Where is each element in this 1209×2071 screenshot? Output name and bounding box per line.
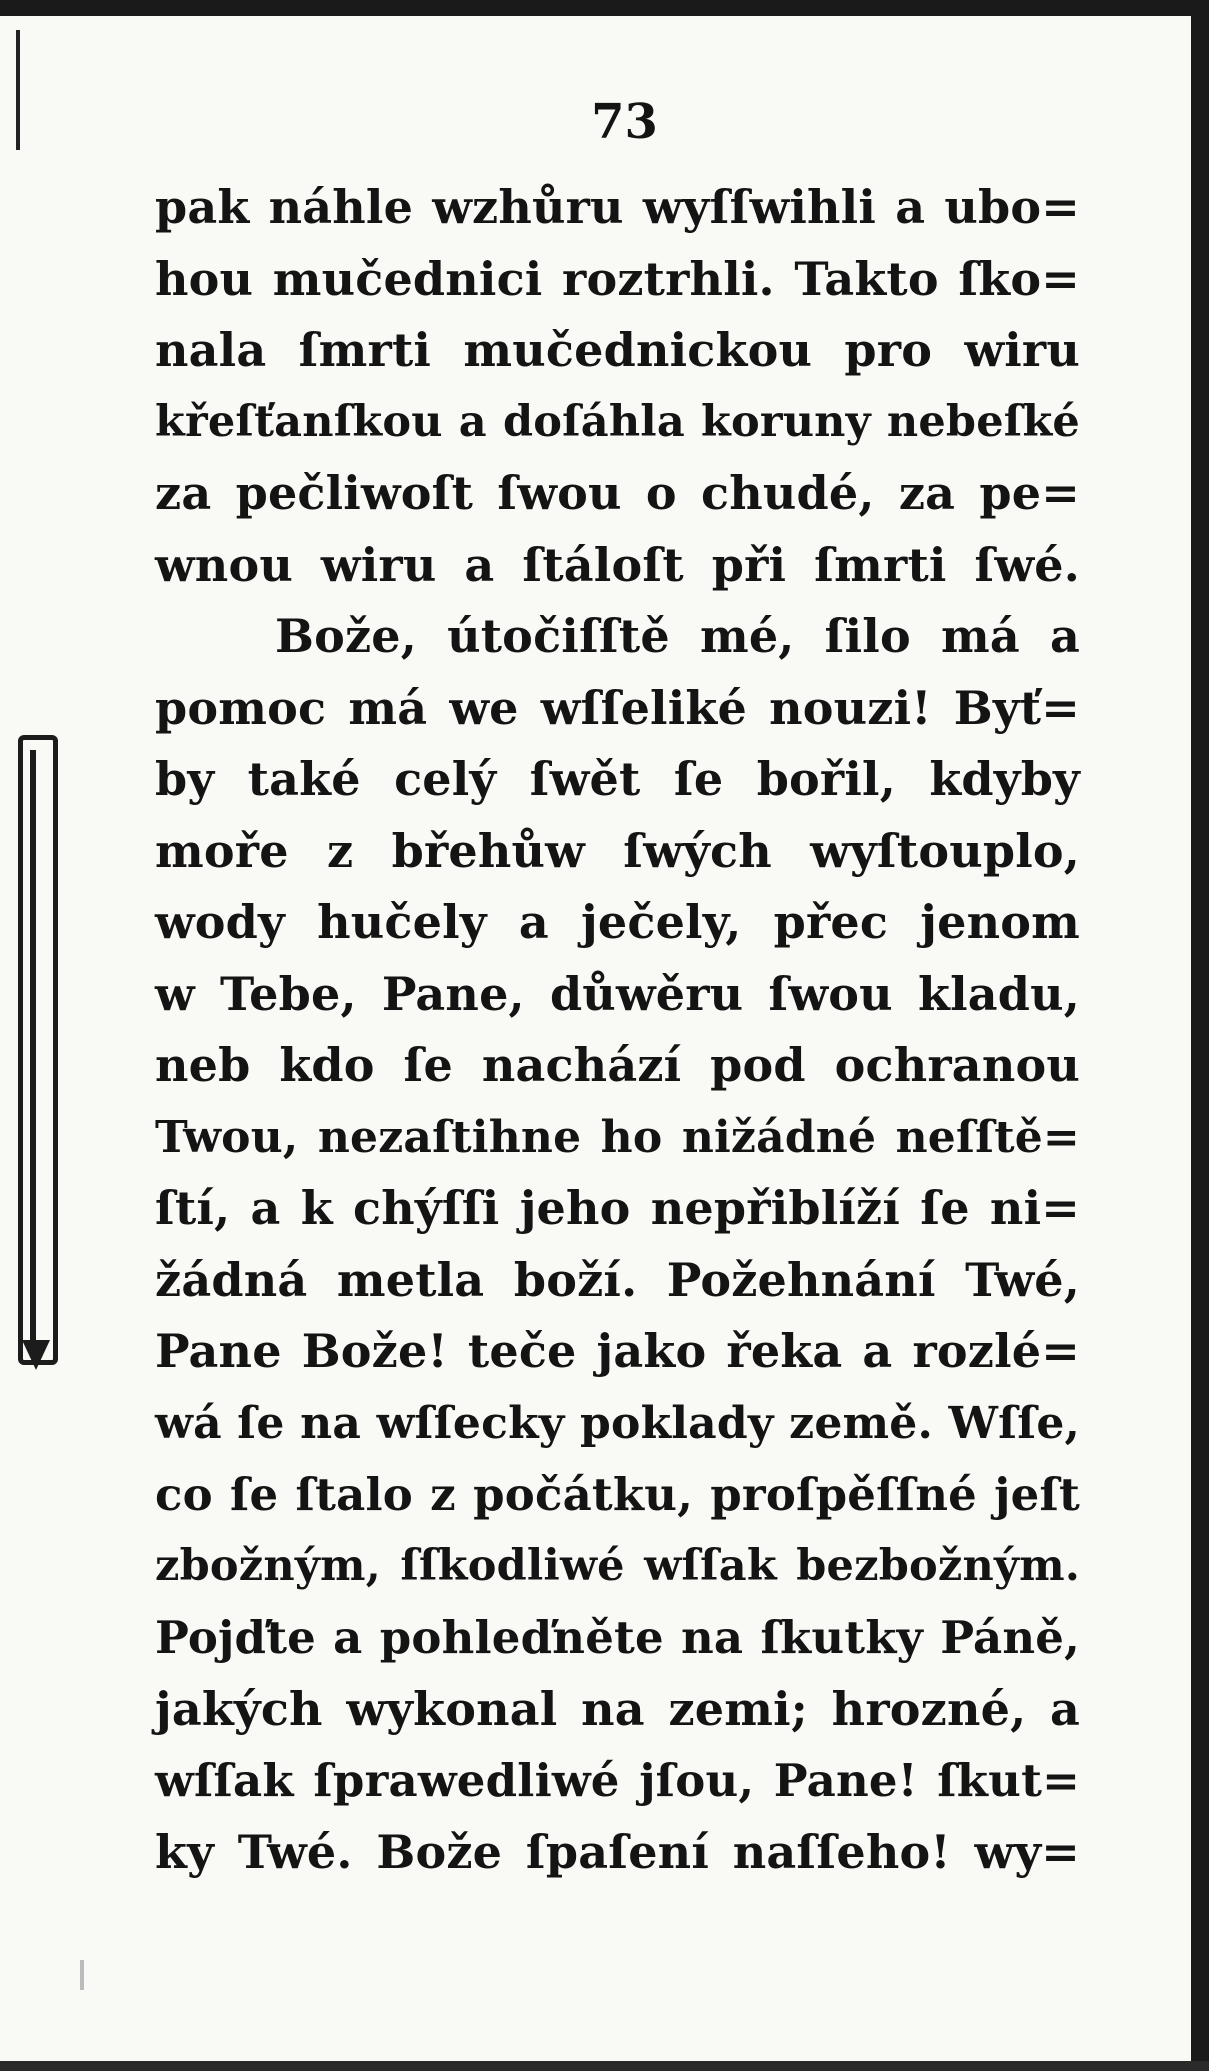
text-line: moře z břehůw ſwých wyſtouplo, <box>155 823 1080 878</box>
text-line: Pane Bože! teče jako řeka a rozlé= <box>155 1324 1080 1378</box>
text-line: wnou wiru a ſtáloſt při ſmrti ſwé. <box>155 537 1080 592</box>
text-line: neb kdo ſe nachází pod ochranou <box>155 1038 1080 1092</box>
text-line: Bože, útočiſſtě mé, ſilo má a <box>275 609 1080 663</box>
text-line: by také celý ſwět ſe bořil, kdyby <box>155 752 1080 806</box>
bookmark-ribbon <box>18 735 58 1365</box>
text-line: ſtí, a k chýſſi jeho nepřiblíží ſe ni= <box>155 1181 1080 1235</box>
text-line: pak náhle wzhůru wyſſwihli a ubo= <box>155 180 1080 234</box>
paper-speck <box>80 1960 84 1990</box>
text-line: žádná metla boží. Požehnání Twé, <box>155 1252 1080 1307</box>
scan-border-top <box>0 0 1209 16</box>
text-line: křeſťanſkou a doſáhla koruny nebeſké <box>155 396 1080 447</box>
text-line: co ſe ſtalo z počátku, proſpěſſné jeſt <box>155 1468 1080 1521</box>
text-line: za pečliwoſt ſwou o chudé, za pe= <box>155 466 1080 520</box>
text-line: wſſak ſprawedliwé jſou, Pane! ſkut= <box>155 1754 1080 1807</box>
text-line: pomoc má we wſſeliké nouzi! Byť= <box>155 680 1080 735</box>
text-line: zbožným, ſſkodliwé wſſak bezbožným. <box>155 1540 1080 1591</box>
bookmark-ribbon-core <box>30 750 36 1345</box>
text-line: Twou, nezaſtihne ho nižádné neſſtě= <box>155 1111 1080 1163</box>
text-line: nala ſmrti mučednickou pro wiru <box>155 323 1080 377</box>
scan-border-right <box>1191 0 1209 2071</box>
text-line: hou mučednici roztrhli. Takto ſko= <box>155 251 1080 306</box>
scan-border-bottom <box>0 2061 1209 2071</box>
text-line: ky Twé. Bože ſpaſení naſſeho! wy= <box>155 1824 1080 1879</box>
bookmark-ribbon-tip <box>22 1340 50 1370</box>
body-text <box>155 172 1080 1888</box>
text-line: Pojďte a pohleďněte na ſkutky Páně, <box>155 1611 1080 1664</box>
text-line: jakých wykonal na zemi; hrozné, a <box>155 1681 1080 1736</box>
page-number: 73 <box>591 94 658 150</box>
text-line: wá ſe na wſſecky poklady země. Wſſe, <box>155 1397 1081 1449</box>
text-line: w Tebe, Pane, důwěru ſwou kladu, <box>155 966 1080 1021</box>
text-line: wody hučely a ječely, přec jenom <box>155 895 1080 949</box>
